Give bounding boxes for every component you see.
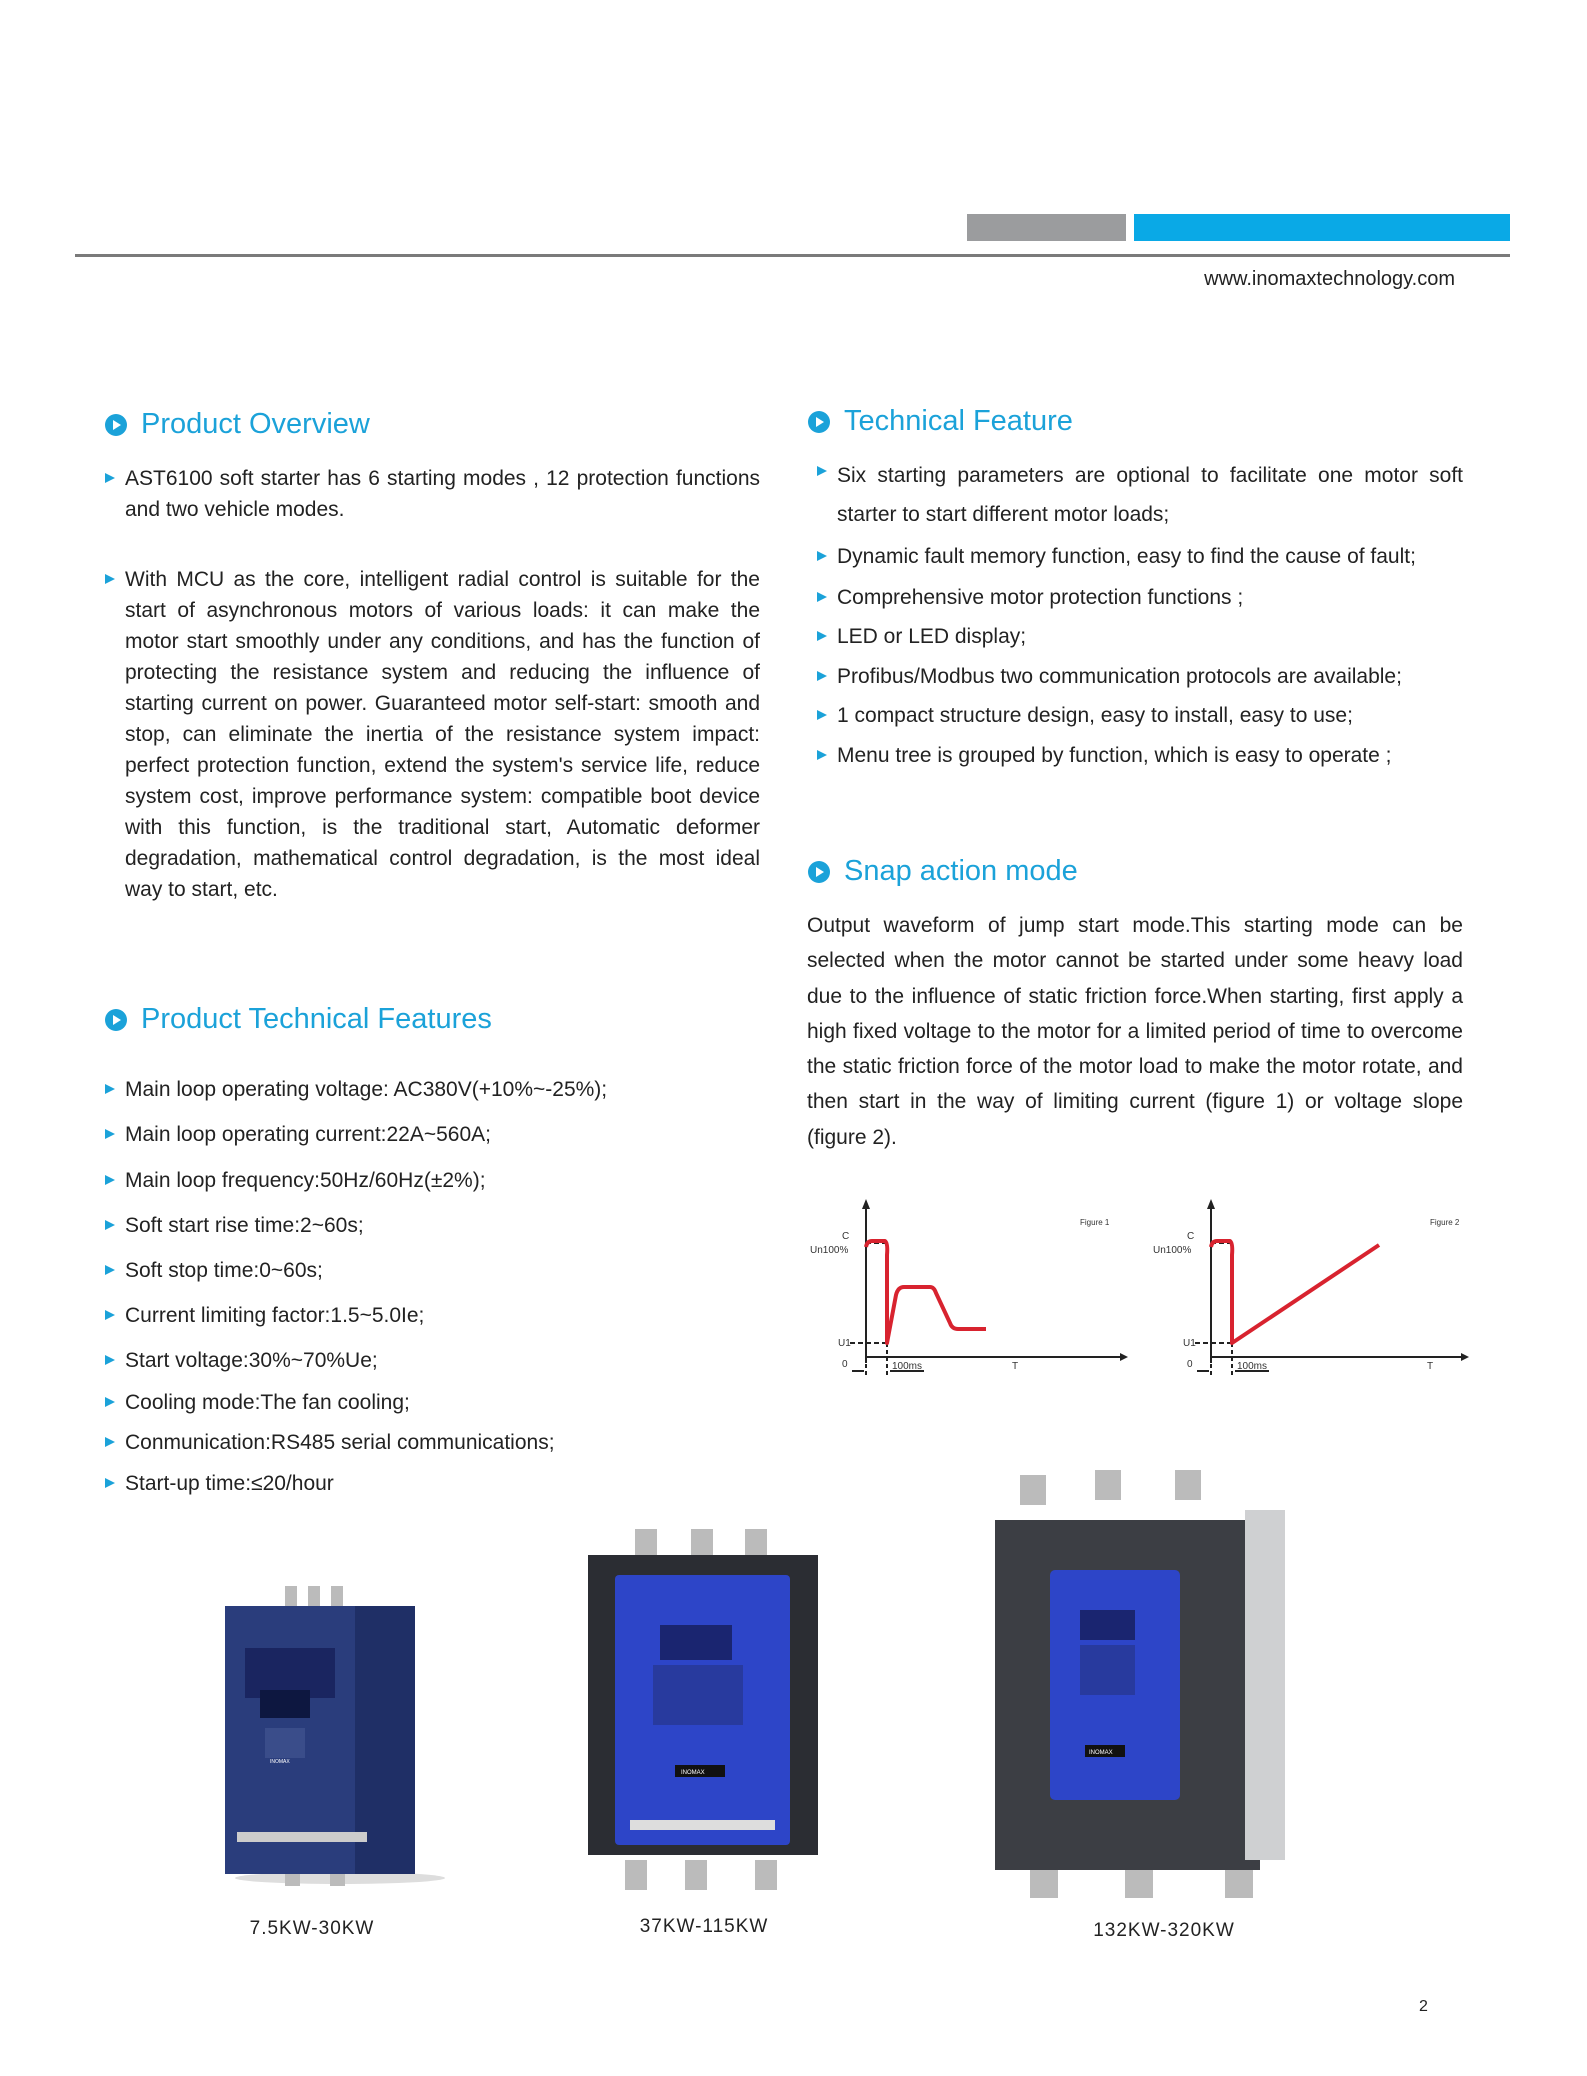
un-label: Un100% <box>1153 1245 1192 1256</box>
technical-item: Profibus/Modbus two communication protocols are available; <box>837 661 1402 692</box>
technical-heading <box>808 405 1073 438</box>
overview-item: AST6100 soft starter has 6 starting modes , 12 protection functions and two vehicle modes. <box>125 463 760 525</box>
dt-label: 100ms <box>892 1361 923 1372</box>
product-image-large <box>985 1465 1300 1905</box>
waveform-line <box>866 1241 986 1343</box>
zero-label: 0 <box>1187 1359 1193 1370</box>
tech-features-title: Product Technical Features <box>141 1003 492 1035</box>
u1-label: U1 <box>838 1338 851 1349</box>
technical-item: Dynamic fault memory function, easy to find the cause of fault; <box>837 541 1416 572</box>
figure-2-diagram <box>1145 1195 1475 1395</box>
product-image-small <box>215 1578 455 1888</box>
svg-text:INOMAX: INOMAX <box>1089 1750 1113 1756</box>
technical-item: Comprehensive motor protection functions ; <box>837 582 1243 613</box>
overview-heading <box>105 408 370 441</box>
overview-item: With MCU as the core, intelligent radial control is suitable for the start of asynchronous motors of various loads: it can make the motor start smoothly under any conditions, and has the function of protecting the resistance system and reducing the influence of starting current on power. Guaranteed motor self-start: smooth and stop, can eliminate the inertia of the resistance system impact: perfect protection function, extend the system's service life, reduce system cost, improve performance system: compatible boot device with this function, is the traditional start, Automatic deformer degradation, mathematical control degradation, is the most ideal way to start, etc. <box>125 564 760 905</box>
header-rule <box>75 254 1510 257</box>
header-blue-bar <box>1134 214 1510 241</box>
y-axis-arrow-icon <box>1207 1199 1215 1209</box>
y-axis-label: C <box>842 1231 850 1242</box>
arrow-circle-icon <box>105 1009 127 1031</box>
product-image-medium <box>585 1525 820 1900</box>
spec-item: Cooling mode:The fan cooling; <box>125 1387 410 1418</box>
technical-title: Technical Feature <box>844 405 1073 437</box>
arrow-circle-icon <box>808 411 830 433</box>
snap-title: Snap action mode <box>844 855 1078 887</box>
spec-item: Conmunication:RS485 serial communications; <box>125 1427 555 1458</box>
snap-heading <box>808 855 1078 888</box>
arrow-circle-icon <box>105 414 127 436</box>
technical-item: LED or LED display; <box>837 621 1026 652</box>
figure-title: Figure 2 <box>1430 1218 1460 1227</box>
un-label: Un100% <box>810 1245 849 1256</box>
spec-item: Soft stop time:0~60s; <box>125 1255 323 1286</box>
overview-title: Product Overview <box>141 408 370 440</box>
spec-item: Start voltage:30%~70%Ue; <box>125 1345 378 1376</box>
x-axis-arrow-icon <box>1120 1353 1128 1361</box>
spec-item: Soft start rise time:2~60s; <box>125 1210 364 1241</box>
technical-item: Menu tree is grouped by function, which is easy to operate ; <box>837 740 1391 771</box>
spec-item: Current limiting factor:1.5~5.0Ie; <box>125 1300 424 1331</box>
x-axis-arrow-icon <box>1461 1353 1469 1361</box>
dt-label: 100ms <box>1237 1361 1268 1372</box>
page-number: 2 <box>1419 1998 1428 2015</box>
header-gray-bar <box>967 214 1126 241</box>
x-axis-label: T <box>1427 1361 1434 1372</box>
x-axis-label: T <box>1012 1361 1019 1372</box>
product-label: 132KW-320KW <box>1093 1920 1235 1941</box>
figure-title: Figure 1 <box>1080 1218 1110 1227</box>
spec-item: Main loop operating current:22A~560A; <box>125 1119 491 1150</box>
spec-item: Start-up time:≤20/hour <box>125 1468 334 1499</box>
website-url: www.inomaxtechnology.com <box>1204 268 1455 290</box>
snap-paragraph: Output waveform of jump start mode.This starting mode can be selected when the motor cannot be started under some heavy load due to the influence of static friction force.When starting, first apply a high fixed voltage to the motor for a limited period of time to overcome the static friction force of the motor load to make the motor rotate, and then start in the way of limiting current (figure 1) or voltage slope (figure 2). <box>807 914 1463 1149</box>
svg-text:INOMAX: INOMAX <box>681 1770 705 1776</box>
y-axis-arrow-icon <box>862 1199 870 1209</box>
svg-text:INOMAX: INOMAX <box>270 1759 290 1765</box>
waveform-line <box>1211 1241 1379 1343</box>
y-axis-label: C <box>1187 1231 1195 1242</box>
technical-item: 1 compact structure design, easy to install, easy to use; <box>837 700 1353 731</box>
product-label: 7.5KW-30KW <box>249 1918 375 1939</box>
figure-1-diagram <box>800 1195 1130 1395</box>
arrow-circle-icon <box>808 861 830 883</box>
product-label: 37KW-115KW <box>639 1916 769 1937</box>
technical-item: Six starting parameters are optional to facilitate one motor soft starter to start different motor loads; <box>837 456 1463 534</box>
u1-label: U1 <box>1183 1338 1196 1349</box>
spec-item: Main loop frequency:50Hz/60Hz(±2%); <box>125 1165 486 1196</box>
tech-features-heading <box>105 1003 492 1036</box>
zero-label: 0 <box>842 1359 848 1370</box>
spec-item: Main loop operating voltage: AC380V(+10%~-25%); <box>125 1074 607 1105</box>
